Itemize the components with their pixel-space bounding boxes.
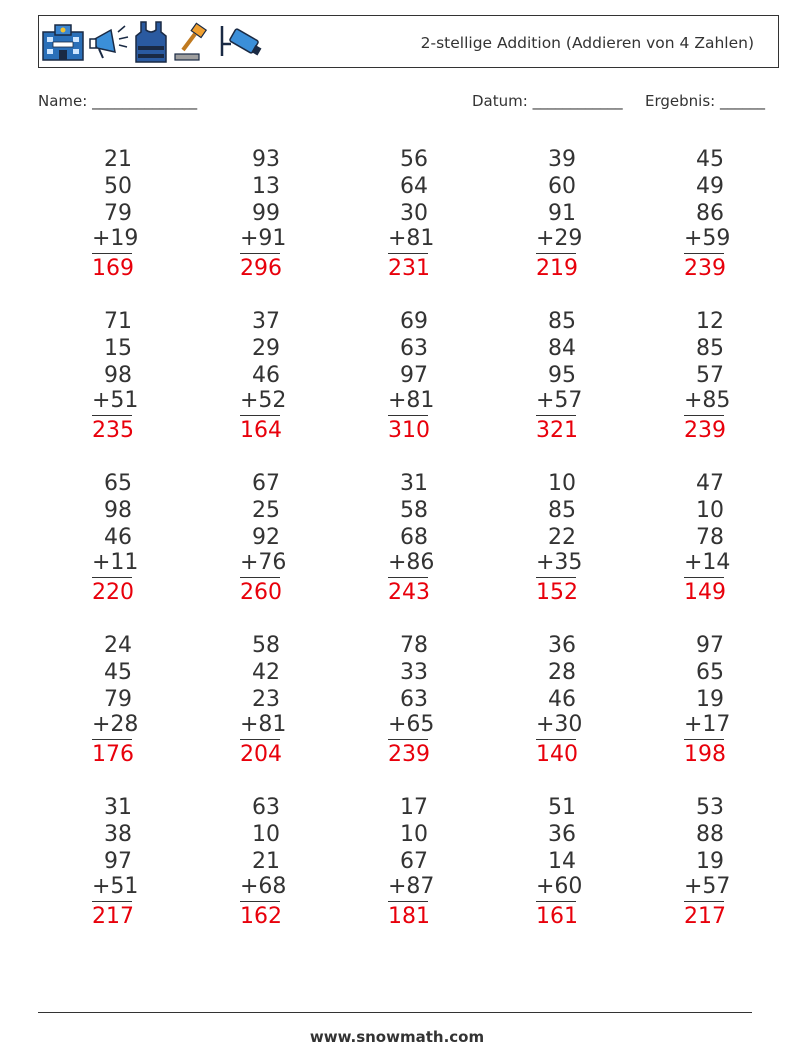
addend-2: 42 [252,660,280,685]
addend-3: 63 [400,687,428,712]
addend-3: 97 [104,849,132,874]
addend-2: 28 [548,660,576,685]
addend-3: 68 [400,525,428,550]
addend-3: 78 [696,525,724,550]
addend-2: 60 [548,174,576,199]
addend-2: 85 [696,336,724,361]
answer: 239 [388,742,430,767]
addend-4: +35 [536,551,576,578]
addend-1: 39 [548,147,576,172]
addend-1: 67 [252,471,280,496]
addition-problem [684,794,731,930]
addition-problem [240,146,287,282]
addend-4: +52 [240,389,280,416]
addend-3: 97 [400,363,428,388]
answer: 260 [240,580,282,605]
addend-2: 10 [252,822,280,847]
answer: 198 [684,742,726,767]
addend-1: 24 [104,633,132,658]
addend-3: 86 [696,201,724,226]
addend-3: 46 [252,363,280,388]
addend-4: +87 [388,875,428,902]
header-icons [41,18,263,66]
addition-problem [388,794,435,930]
addend-1: 36 [548,633,576,658]
addend-4: +30 [536,713,576,740]
addend-4: +14 [684,551,724,578]
addend-1: 93 [252,147,280,172]
addend-4: +81 [388,227,428,254]
gavel-icon [171,22,215,62]
addend-2: 88 [696,822,724,847]
answer: 181 [388,904,430,929]
addition-problem [388,146,435,282]
addend-4: +29 [536,227,576,254]
addend-2: 65 [696,660,724,685]
answer: 149 [684,580,726,605]
addend-1: 85 [548,309,576,334]
addend-2: 10 [400,822,428,847]
addend-2: 10 [696,498,724,523]
addend-2: 38 [104,822,132,847]
addend-2: 15 [104,336,132,361]
addend-3: 99 [252,201,280,226]
addend-1: 69 [400,309,428,334]
addend-1: 21 [104,147,132,172]
addend-3: 79 [104,201,132,226]
addend-3: 91 [548,201,576,226]
addition-problem [92,794,139,930]
addend-3: 19 [696,687,724,712]
answer: 152 [536,580,578,605]
answer: 162 [240,904,282,929]
addend-4: +60 [536,875,576,902]
addend-1: 71 [104,309,132,334]
addend-4: +81 [388,389,428,416]
addend-2: 33 [400,660,428,685]
answer: 231 [388,256,430,281]
answer: 204 [240,742,282,767]
result-field: Ergebnis: ______ [645,92,765,110]
addend-4: +57 [536,389,576,416]
addend-1: 53 [696,795,724,820]
answer: 176 [92,742,134,767]
addend-4: +57 [684,875,724,902]
footer-site: www.snowmath.com [309,1028,485,1046]
addition-problem [536,146,583,282]
addend-2: 98 [104,498,132,523]
addend-4: +68 [240,875,280,902]
addition-problem [240,632,287,768]
addend-4: +65 [388,713,428,740]
answer: 217 [92,904,134,929]
addend-1: 47 [696,471,724,496]
answer: 239 [684,256,726,281]
addition-problem [240,794,287,930]
addend-1: 78 [400,633,428,658]
addition-problem [240,470,287,606]
addend-3: 92 [252,525,280,550]
addend-1: 97 [696,633,724,658]
addend-1: 51 [548,795,576,820]
answer: 217 [684,904,726,929]
addend-3: 21 [252,849,280,874]
addend-2: 58 [400,498,428,523]
addition-problem [388,470,435,606]
addition-problem [388,308,435,444]
addend-2: 50 [104,174,132,199]
addend-2: 84 [548,336,576,361]
answer: 243 [388,580,430,605]
answer: 220 [92,580,134,605]
addend-4: +11 [92,551,132,578]
addition-problem [92,146,139,282]
answer: 219 [536,256,578,281]
addition-problem [684,632,731,768]
addend-4: +81 [240,713,280,740]
addend-3: 46 [104,525,132,550]
addend-3: 95 [548,363,576,388]
addend-1: 12 [696,309,724,334]
answer: 169 [92,256,134,281]
addition-problem [536,308,583,444]
addition-problem [388,632,435,768]
addend-1: 58 [252,633,280,658]
addend-3: 67 [400,849,428,874]
addend-4: +85 [684,389,724,416]
answer: 239 [684,418,726,443]
addend-3: 46 [548,687,576,712]
header-box [38,15,779,68]
addend-4: +17 [684,713,724,740]
addend-3: 79 [104,687,132,712]
addend-4: +91 [240,227,280,254]
addend-2: 64 [400,174,428,199]
addend-2: 45 [104,660,132,685]
addend-1: 17 [400,795,428,820]
addition-problem [92,632,139,768]
addend-4: +51 [92,389,132,416]
addend-3: 23 [252,687,280,712]
addition-problem [92,470,139,606]
addend-1: 45 [696,147,724,172]
addition-problem [536,794,583,930]
answer: 164 [240,418,282,443]
addend-4: +86 [388,551,428,578]
addition-problem [684,146,731,282]
addend-3: 98 [104,363,132,388]
addition-problem [536,632,583,768]
date-field: Datum: ____________ [472,92,623,110]
addend-2: 85 [548,498,576,523]
addend-4: +51 [92,875,132,902]
addend-2: 36 [548,822,576,847]
addend-2: 25 [252,498,280,523]
addend-4: +59 [684,227,724,254]
addend-4: +19 [92,227,132,254]
footer-divider [38,1012,752,1013]
megaphone-icon [87,22,131,62]
police-station-icon [41,22,85,62]
answer: 161 [536,904,578,929]
addend-2: 63 [400,336,428,361]
addend-3: 19 [696,849,724,874]
addend-2: 13 [252,174,280,199]
addend-1: 10 [548,471,576,496]
addend-1: 31 [104,795,132,820]
security-camera-icon [217,22,263,62]
addend-3: 30 [400,201,428,226]
addend-3: 14 [548,849,576,874]
addition-problem [92,308,139,444]
answer: 310 [388,418,430,443]
addend-1: 65 [104,471,132,496]
addition-problem [684,308,731,444]
addend-1: 56 [400,147,428,172]
addend-1: 63 [252,795,280,820]
addend-3: 57 [696,363,724,388]
answer: 321 [536,418,578,443]
addend-2: 29 [252,336,280,361]
name-field: Name: ______________ [38,92,198,110]
answer: 296 [240,256,282,281]
addition-problem [536,470,583,606]
addend-1: 37 [252,309,280,334]
addend-4: +76 [240,551,280,578]
addition-problem [240,308,287,444]
worksheet-title: 2-stellige Addition (Addieren von 4 Zahlen) [420,34,754,52]
addend-3: 22 [548,525,576,550]
addend-2: 49 [696,174,724,199]
answer: 140 [536,742,578,767]
addend-1: 31 [400,471,428,496]
bulletproof-vest-icon [133,20,169,64]
addend-4: +28 [92,713,132,740]
addition-problem [684,470,731,606]
answer: 235 [92,418,134,443]
